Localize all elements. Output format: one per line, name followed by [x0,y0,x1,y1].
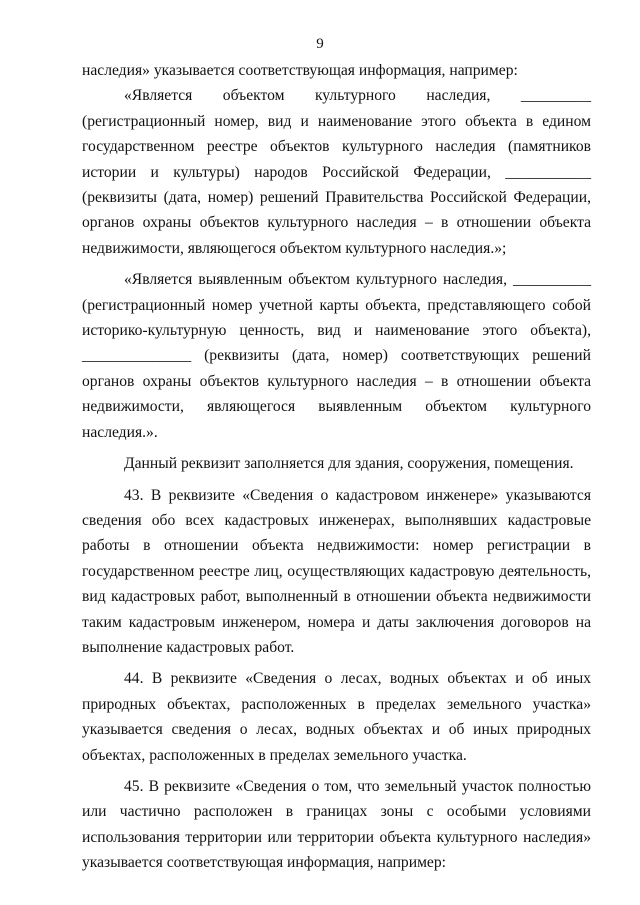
paragraph-item-43: 43. В реквизите «Сведения о кадастровом инженере» указываются сведения обо всех кадастровых инженерах, выполнявших кадастровые работы в отношении объекта недвижимости: номер регистрации в государственном реестре лиц, осуществляющих кадастровую деятельность, вид кадастровых работ, выполненный в отношении объекта недвижимости таким кадастровым инженером, номера и даты заключения договоров на выполнение кадастровых работ. [82,486,591,656]
paragraph-example-heritage-object: «Является объектом культурного наследия, _________ (регистрационный номер, вид и наименование этого объекта в едином государственном реестре объектов культурного наследия (памятников истории и культуры) народов Российской Федерации, ___________ (реквизиты (дата, номер) решений Правительства Российской Федерации, органов охраны объектов культурного наследия – в отношении объекта недвижимости, являющегося объектом культурного наследия.»; [82,87,591,257]
paragraph-item-44: 44. В реквизите «Сведения о лесах, водных объектах и об иных природных объектах, расположенных в пределах земельного участка» указывается сведения о лесах, водных объектах и об иных природных объектах, расположенных в пределах земельного участка. [82,670,591,764]
paragraph-example-identified-object: «Является выявленным объектом культурного наследия, __________ (регистрационный номер учетной карты объекта, представляющего собой историко-культурную ценность, вид и наименование этого объекта), ______________ (реквизиты (дата, номер) соответствующих решений органов охраны объектов культурного наследия – в отношении объекта недвижимости, являющегося выявленным объектом культурного наследия.». [82,271,591,441]
paragraph-applicability: Данный реквизит заполняется для здания, сооружения, помещения. [124,455,574,473]
paragraph-item-45: 45. В реквизите «Сведения о том, что земельный участок полностью или частично расположен в границах зоны с особыми условиями использования территории или территории объекта культурного наследия» указывается соответствующая информация, например: [82,777,591,872]
page-number: 9 [316,36,324,52]
document-body [82,58,591,876]
paragraph-continuation: наследия» указывается соответствующая информация, например: [82,62,518,79]
